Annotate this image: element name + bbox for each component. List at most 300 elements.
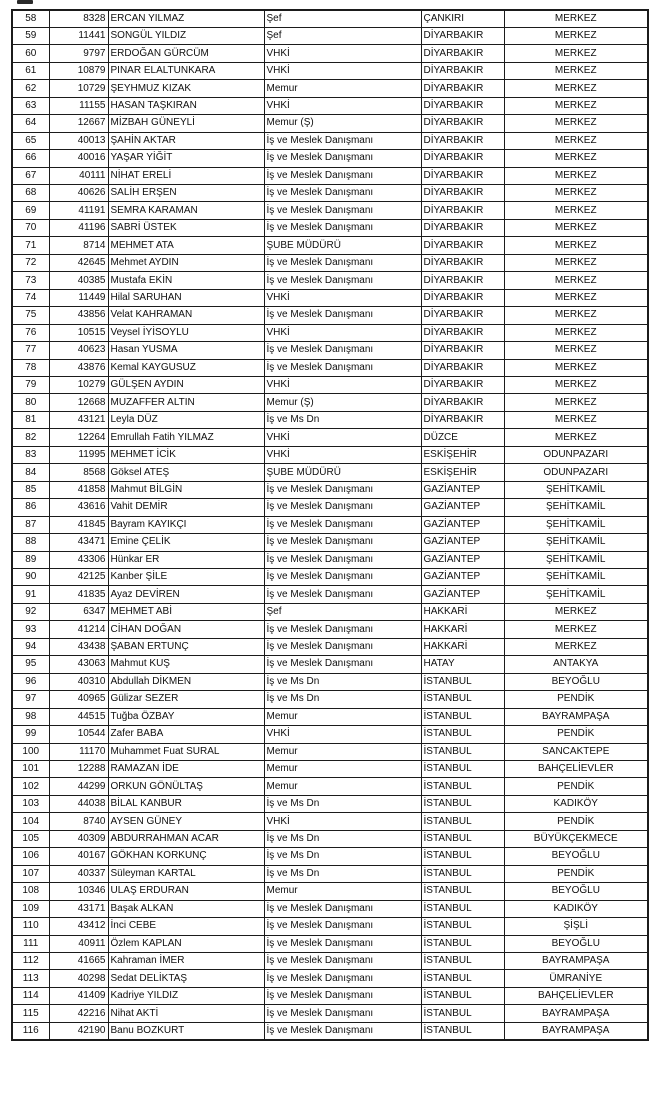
table-row xyxy=(12,883,648,900)
row-number-cell: 66 xyxy=(12,150,49,167)
district-cell: MERKEZ xyxy=(504,45,648,62)
title-cell: İş ve Meslek Danışmanı xyxy=(264,516,421,533)
title-cell: İş ve Meslek Danışmanı xyxy=(264,307,421,324)
name-cell: Leyla DÜZ xyxy=(108,411,264,428)
name-cell: ERCAN YILMAZ xyxy=(108,10,264,27)
table-row xyxy=(12,377,648,394)
table-row xyxy=(12,97,648,114)
registry-number-cell: 11170 xyxy=(49,743,108,760)
district-cell: BEYOĞLU xyxy=(504,935,648,952)
district-cell: MERKEZ xyxy=(504,411,648,428)
registry-number-cell: 42216 xyxy=(49,1005,108,1022)
row-number-cell: 96 xyxy=(12,673,49,690)
table-row xyxy=(12,150,648,167)
row-number-cell: 61 xyxy=(12,62,49,79)
registry-number-cell: 40623 xyxy=(49,342,108,359)
table-row xyxy=(12,27,648,44)
name-cell: ŞABAN ERTUNÇ xyxy=(108,638,264,655)
province-cell: GAZİANTEP xyxy=(421,516,504,533)
name-cell: SONGÜL YILDIZ xyxy=(108,27,264,44)
row-number-cell: 111 xyxy=(12,935,49,952)
district-cell: MERKEZ xyxy=(504,202,648,219)
table-row xyxy=(12,987,648,1004)
province-cell: HAKKARİ xyxy=(421,638,504,655)
registry-number-cell: 44515 xyxy=(49,708,108,725)
district-cell: ŞİŞLİ xyxy=(504,918,648,935)
table-row xyxy=(12,10,648,27)
table-row xyxy=(12,900,648,917)
district-cell: MERKEZ xyxy=(504,307,648,324)
province-cell: DİYARBAKIR xyxy=(421,411,504,428)
registry-number-cell: 44299 xyxy=(49,778,108,795)
name-cell: MİZBAH GÜNEYLİ xyxy=(108,115,264,132)
district-cell: ÜMRANİYE xyxy=(504,970,648,987)
name-cell: Ayaz DEVİREN xyxy=(108,586,264,603)
title-cell: İş ve Meslek Danışmanı xyxy=(264,359,421,376)
title-cell: İş ve Meslek Danışmanı xyxy=(264,935,421,952)
row-number-cell: 106 xyxy=(12,848,49,865)
province-cell: GAZİANTEP xyxy=(421,481,504,498)
name-cell: NİHAT ERELİ xyxy=(108,167,264,184)
title-cell: Memur xyxy=(264,708,421,725)
registry-number-cell: 40337 xyxy=(49,865,108,882)
province-cell: İSTANBUL xyxy=(421,778,504,795)
province-cell: İSTANBUL xyxy=(421,795,504,812)
table-row xyxy=(12,830,648,847)
row-number-cell: 74 xyxy=(12,289,49,306)
title-cell: İş ve Meslek Danışmanı xyxy=(264,952,421,969)
table-row xyxy=(12,1022,648,1039)
province-cell: İSTANBUL xyxy=(421,691,504,708)
title-cell: VHKİ xyxy=(264,446,421,463)
name-cell: Velat KAHRAMAN xyxy=(108,307,264,324)
district-cell: MERKEZ xyxy=(504,237,648,254)
name-cell: Muhammet Fuat SURAL xyxy=(108,743,264,760)
province-cell: DİYARBAKIR xyxy=(421,324,504,341)
row-number-cell: 104 xyxy=(12,813,49,830)
province-cell: GAZİANTEP xyxy=(421,586,504,603)
registry-number-cell: 40626 xyxy=(49,185,108,202)
row-number-cell: 78 xyxy=(12,359,49,376)
district-cell: ŞEHİTKAMİL xyxy=(504,499,648,516)
province-cell: DİYARBAKIR xyxy=(421,307,504,324)
province-cell: İSTANBUL xyxy=(421,813,504,830)
province-cell: DİYARBAKIR xyxy=(421,394,504,411)
row-number-cell: 81 xyxy=(12,411,49,428)
row-number-cell: 87 xyxy=(12,516,49,533)
registry-number-cell: 10879 xyxy=(49,62,108,79)
name-cell: MEHMET İCİK xyxy=(108,446,264,463)
district-cell: KADIKÖY xyxy=(504,900,648,917)
district-cell: MERKEZ xyxy=(504,150,648,167)
registry-number-cell: 42190 xyxy=(49,1022,108,1039)
district-cell: PENDİK xyxy=(504,865,648,882)
name-cell: GÜLŞEN AYDIN xyxy=(108,377,264,394)
title-cell: ŞUBE MÜDÜRÜ xyxy=(264,464,421,481)
district-cell: PENDİK xyxy=(504,691,648,708)
table-row xyxy=(12,185,648,202)
district-cell: MERKEZ xyxy=(504,254,648,271)
province-cell: DİYARBAKIR xyxy=(421,272,504,289)
district-cell: ŞEHİTKAMİL xyxy=(504,586,648,603)
row-number-cell: 93 xyxy=(12,621,49,638)
table-row xyxy=(12,219,648,236)
row-number-cell: 102 xyxy=(12,778,49,795)
district-cell: MERKEZ xyxy=(504,638,648,655)
province-cell: İSTANBUL xyxy=(421,743,504,760)
table-row xyxy=(12,795,648,812)
title-cell: İş ve Meslek Danışmanı xyxy=(264,1005,421,1022)
province-cell: ÇANKIRI xyxy=(421,10,504,27)
province-cell: DÜZCE xyxy=(421,429,504,446)
name-cell: BİLAL KANBUR xyxy=(108,795,264,812)
registry-number-cell: 40167 xyxy=(49,848,108,865)
district-cell: MERKEZ xyxy=(504,289,648,306)
district-cell: MERKEZ xyxy=(504,603,648,620)
name-cell: SALİH ERŞEN xyxy=(108,185,264,202)
row-number-cell: 68 xyxy=(12,185,49,202)
registry-number-cell: 12667 xyxy=(49,115,108,132)
district-cell: SANCAKTEPE xyxy=(504,743,648,760)
district-cell: PENDİK xyxy=(504,726,648,743)
registry-number-cell: 11449 xyxy=(49,289,108,306)
registry-number-cell: 43171 xyxy=(49,900,108,917)
title-cell: İş ve Meslek Danışmanı xyxy=(264,586,421,603)
name-cell: Başak ALKAN xyxy=(108,900,264,917)
table-row xyxy=(12,237,648,254)
row-number-cell: 94 xyxy=(12,638,49,655)
province-cell: İSTANBUL xyxy=(421,1005,504,1022)
row-number-cell: 72 xyxy=(12,254,49,271)
title-cell: Memur (Ş) xyxy=(264,115,421,132)
district-cell: ŞEHİTKAMİL xyxy=(504,516,648,533)
district-cell: BEYOĞLU xyxy=(504,883,648,900)
table-row xyxy=(12,656,648,673)
row-number-cell: 89 xyxy=(12,551,49,568)
province-cell: İSTANBUL xyxy=(421,848,504,865)
registry-number-cell: 10279 xyxy=(49,377,108,394)
registry-number-cell: 43412 xyxy=(49,918,108,935)
registry-number-cell: 41835 xyxy=(49,586,108,603)
registry-number-cell: 10544 xyxy=(49,726,108,743)
row-number-cell: 109 xyxy=(12,900,49,917)
district-cell: BEYOĞLU xyxy=(504,673,648,690)
row-number-cell: 99 xyxy=(12,726,49,743)
district-cell: MERKEZ xyxy=(504,185,648,202)
name-cell: ORKUN GÖNÜLTAŞ xyxy=(108,778,264,795)
title-cell: VHKİ xyxy=(264,289,421,306)
name-cell: Banu BOZKURT xyxy=(108,1022,264,1039)
row-number-cell: 88 xyxy=(12,534,49,551)
district-cell: MERKEZ xyxy=(504,27,648,44)
row-number-cell: 114 xyxy=(12,987,49,1004)
title-cell: VHKİ xyxy=(264,324,421,341)
table-row xyxy=(12,673,648,690)
registry-number-cell: 43856 xyxy=(49,307,108,324)
registry-number-cell: 43471 xyxy=(49,534,108,551)
registry-number-cell: 12668 xyxy=(49,394,108,411)
row-number-cell: 82 xyxy=(12,429,49,446)
registry-number-cell: 40385 xyxy=(49,272,108,289)
title-cell: VHKİ xyxy=(264,429,421,446)
title-cell: İş ve Ms Dn xyxy=(264,673,421,690)
name-cell: Hasan YUSMA xyxy=(108,342,264,359)
province-cell: İSTANBUL xyxy=(421,708,504,725)
table-row xyxy=(12,464,648,481)
registry-number-cell: 11441 xyxy=(49,27,108,44)
registry-number-cell: 12288 xyxy=(49,760,108,777)
province-cell: DİYARBAKIR xyxy=(421,150,504,167)
table-row xyxy=(12,760,648,777)
district-cell: MERKEZ xyxy=(504,167,648,184)
title-cell: İş ve Ms Dn xyxy=(264,848,421,865)
name-cell: Zafer BABA xyxy=(108,726,264,743)
row-number-cell: 84 xyxy=(12,464,49,481)
province-cell: DİYARBAKIR xyxy=(421,185,504,202)
district-cell: ŞEHİTKAMİL xyxy=(504,481,648,498)
row-number-cell: 115 xyxy=(12,1005,49,1022)
registry-number-cell: 41409 xyxy=(49,987,108,1004)
registry-number-cell: 8328 xyxy=(49,10,108,27)
name-cell: Abdullah DİKMEN xyxy=(108,673,264,690)
registry-number-cell: 11155 xyxy=(49,97,108,114)
name-cell: MUZAFFER ALTIN xyxy=(108,394,264,411)
district-cell: MERKEZ xyxy=(504,132,648,149)
table-row xyxy=(12,813,648,830)
title-cell: VHKİ xyxy=(264,377,421,394)
registry-number-cell: 9797 xyxy=(49,45,108,62)
row-number-cell: 112 xyxy=(12,952,49,969)
registry-number-cell: 11995 xyxy=(49,446,108,463)
row-number-cell: 110 xyxy=(12,918,49,935)
name-cell: Kemal KAYGUSUZ xyxy=(108,359,264,376)
province-cell: DİYARBAKIR xyxy=(421,219,504,236)
table-row xyxy=(12,115,648,132)
table-body xyxy=(12,10,648,1040)
row-number-cell: 101 xyxy=(12,760,49,777)
district-cell: BÜYÜKÇEKMECE xyxy=(504,830,648,847)
district-cell: BAHÇELİEVLER xyxy=(504,987,648,1004)
name-cell: Emrullah Fatih YILMAZ xyxy=(108,429,264,446)
registry-number-cell: 43876 xyxy=(49,359,108,376)
registry-number-cell: 42645 xyxy=(49,254,108,271)
title-cell: İş ve Meslek Danışmanı xyxy=(264,219,421,236)
district-cell: MERKEZ xyxy=(504,394,648,411)
table-row xyxy=(12,638,648,655)
row-number-cell: 71 xyxy=(12,237,49,254)
province-cell: İSTANBUL xyxy=(421,726,504,743)
table-row xyxy=(12,726,648,743)
name-cell: Veysel İYİSOYLU xyxy=(108,324,264,341)
row-number-cell: 80 xyxy=(12,394,49,411)
province-cell: HAKKARİ xyxy=(421,603,504,620)
district-cell: BEYOĞLU xyxy=(504,848,648,865)
title-cell: ŞUBE MÜDÜRÜ xyxy=(264,237,421,254)
district-cell: KADIKÖY xyxy=(504,795,648,812)
title-cell: Memur xyxy=(264,883,421,900)
title-cell: Memur (Ş) xyxy=(264,394,421,411)
name-cell: SABRİ ÜSTEK xyxy=(108,219,264,236)
table-row xyxy=(12,272,648,289)
row-number-cell: 70 xyxy=(12,219,49,236)
title-cell: VHKİ xyxy=(264,97,421,114)
name-cell: Mustafa EKİN xyxy=(108,272,264,289)
province-cell: DİYARBAKIR xyxy=(421,97,504,114)
registry-number-cell: 10729 xyxy=(49,80,108,97)
province-cell: GAZİANTEP xyxy=(421,569,504,586)
district-cell: MERKEZ xyxy=(504,621,648,638)
table-row xyxy=(12,516,648,533)
table-row xyxy=(12,289,648,306)
district-cell: MERKEZ xyxy=(504,272,648,289)
province-cell: İSTANBUL xyxy=(421,883,504,900)
row-number-cell: 79 xyxy=(12,377,49,394)
table-row xyxy=(12,1005,648,1022)
registry-number-cell: 43063 xyxy=(49,656,108,673)
province-cell: DİYARBAKIR xyxy=(421,237,504,254)
title-cell: Memur xyxy=(264,760,421,777)
table-row xyxy=(12,132,648,149)
name-cell: Gülizar SEZER xyxy=(108,691,264,708)
table-row xyxy=(12,324,648,341)
name-cell: AYSEN GÜNEY xyxy=(108,813,264,830)
province-cell: İSTANBUL xyxy=(421,952,504,969)
row-number-cell: 58 xyxy=(12,10,49,27)
table-row xyxy=(12,167,648,184)
title-cell: İş ve Meslek Danışmanı xyxy=(264,150,421,167)
district-cell: BAYRAMPAŞA xyxy=(504,1005,648,1022)
title-cell: Memur xyxy=(264,80,421,97)
registry-number-cell: 40911 xyxy=(49,935,108,952)
row-number-cell: 105 xyxy=(12,830,49,847)
name-cell: Mahmut BİLGİN xyxy=(108,481,264,498)
name-cell: Hilal SARUHAN xyxy=(108,289,264,306)
title-cell: İş ve Ms Dn xyxy=(264,865,421,882)
title-cell: VHKİ xyxy=(264,813,421,830)
district-cell: PENDİK xyxy=(504,778,648,795)
name-cell: RAMAZAN İDE xyxy=(108,760,264,777)
name-cell: YAŞAR YİĞİT xyxy=(108,150,264,167)
table-row xyxy=(12,952,648,969)
district-cell: MERKEZ xyxy=(504,80,648,97)
name-cell: Hünkar ER xyxy=(108,551,264,568)
table-row xyxy=(12,202,648,219)
name-cell: Özlem KAPLAN xyxy=(108,935,264,952)
row-number-cell: 90 xyxy=(12,569,49,586)
title-cell: İş ve Meslek Danışmanı xyxy=(264,202,421,219)
district-cell: MERKEZ xyxy=(504,377,648,394)
row-number-cell: 60 xyxy=(12,45,49,62)
name-cell: Nihat AKTİ xyxy=(108,1005,264,1022)
registry-number-cell: 41191 xyxy=(49,202,108,219)
table-row xyxy=(12,918,648,935)
row-number-cell: 73 xyxy=(12,272,49,289)
title-cell: İş ve Meslek Danışmanı xyxy=(264,918,421,935)
title-cell: İş ve Meslek Danışmanı xyxy=(264,569,421,586)
province-cell: GAZİANTEP xyxy=(421,551,504,568)
province-cell: İSTANBUL xyxy=(421,935,504,952)
district-cell: PENDİK xyxy=(504,813,648,830)
district-cell: MERKEZ xyxy=(504,97,648,114)
district-cell: MERKEZ xyxy=(504,359,648,376)
row-number-cell: 92 xyxy=(12,603,49,620)
province-cell: İSTANBUL xyxy=(421,1022,504,1039)
registry-number-cell: 8714 xyxy=(49,237,108,254)
row-number-cell: 97 xyxy=(12,691,49,708)
row-number-cell: 77 xyxy=(12,342,49,359)
title-cell: İş ve Meslek Danışmanı xyxy=(264,534,421,551)
province-cell: İSTANBUL xyxy=(421,918,504,935)
name-cell: Emine ÇELİK xyxy=(108,534,264,551)
registry-number-cell: 41845 xyxy=(49,516,108,533)
name-cell: ŞEYHMUZ KIZAK xyxy=(108,80,264,97)
name-cell: Göksel ATEŞ xyxy=(108,464,264,481)
title-cell: VHKİ xyxy=(264,45,421,62)
registry-number-cell: 6347 xyxy=(49,603,108,620)
name-cell: MEHMET ABİ xyxy=(108,603,264,620)
district-cell: ODUNPAZARI xyxy=(504,464,648,481)
row-number-cell: 75 xyxy=(12,307,49,324)
table-row xyxy=(12,691,648,708)
name-cell: ABDURRAHMAN ACAR xyxy=(108,830,264,847)
name-cell: Vahit DEMİR xyxy=(108,499,264,516)
table-row xyxy=(12,935,648,952)
name-cell: HASAN TAŞKIRAN xyxy=(108,97,264,114)
district-cell: MERKEZ xyxy=(504,429,648,446)
table-row xyxy=(12,970,648,987)
title-cell: Memur xyxy=(264,743,421,760)
row-number-cell: 76 xyxy=(12,324,49,341)
table-row xyxy=(12,499,648,516)
province-cell: DİYARBAKIR xyxy=(421,45,504,62)
province-cell: İSTANBUL xyxy=(421,760,504,777)
row-number-cell: 59 xyxy=(12,27,49,44)
name-cell: Sedat DELİKTAŞ xyxy=(108,970,264,987)
district-cell: BAYRAMPAŞA xyxy=(504,1022,648,1039)
name-cell: Süleyman KARTAL xyxy=(108,865,264,882)
table-row xyxy=(12,569,648,586)
table-row xyxy=(12,307,648,324)
table-row xyxy=(12,708,648,725)
district-cell: MERKEZ xyxy=(504,342,648,359)
title-cell: İş ve Meslek Danışmanı xyxy=(264,970,421,987)
title-cell: İş ve Ms Dn xyxy=(264,691,421,708)
name-cell: PINAR ELALTUNKARA xyxy=(108,62,264,79)
registry-number-cell: 41665 xyxy=(49,952,108,969)
title-cell: İş ve Meslek Danışmanı xyxy=(264,481,421,498)
title-cell: Şef xyxy=(264,603,421,620)
province-cell: İSTANBUL xyxy=(421,830,504,847)
province-cell: DİYARBAKIR xyxy=(421,289,504,306)
province-cell: İSTANBUL xyxy=(421,673,504,690)
province-cell: DİYARBAKIR xyxy=(421,115,504,132)
title-cell: Şef xyxy=(264,27,421,44)
title-cell: İş ve Ms Dn xyxy=(264,830,421,847)
row-number-cell: 116 xyxy=(12,1022,49,1039)
registry-number-cell: 40965 xyxy=(49,691,108,708)
province-cell: DİYARBAKIR xyxy=(421,62,504,79)
province-cell: İSTANBUL xyxy=(421,900,504,917)
title-cell: İş ve Meslek Danışmanı xyxy=(264,342,421,359)
registry-number-cell: 40309 xyxy=(49,830,108,847)
title-cell: VHKİ xyxy=(264,62,421,79)
registry-number-cell: 40111 xyxy=(49,167,108,184)
province-cell: GAZİANTEP xyxy=(421,499,504,516)
province-cell: GAZİANTEP xyxy=(421,534,504,551)
name-cell: Kanber ŞİLE xyxy=(108,569,264,586)
row-number-cell: 63 xyxy=(12,97,49,114)
province-cell: DİYARBAKIR xyxy=(421,359,504,376)
